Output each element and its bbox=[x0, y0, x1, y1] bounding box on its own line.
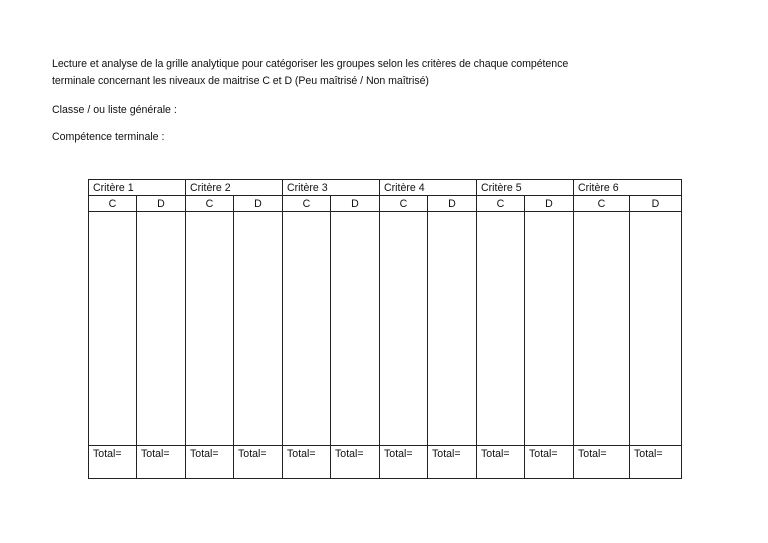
criterion-header-1: Critère 1 bbox=[89, 180, 186, 196]
entry-cell-c-4[interactable] bbox=[380, 212, 428, 446]
total-cell-c-5: Total= bbox=[477, 446, 525, 479]
criterion-header-3: Critère 3 bbox=[283, 180, 380, 196]
level-c-header-1: C bbox=[89, 196, 137, 212]
intro-line-2: terminale concernant les niveaux de maitrise C et D (Peu maîtrisé / Non maîtrisé) bbox=[52, 75, 429, 87]
entry-cell-d-2[interactable] bbox=[234, 212, 283, 446]
criteria-header-row bbox=[89, 180, 682, 196]
total-cell-c-4: Total= bbox=[380, 446, 428, 479]
entry-cell-c-2[interactable] bbox=[186, 212, 234, 446]
total-row bbox=[89, 446, 682, 479]
entry-cell-c-6[interactable] bbox=[574, 212, 630, 446]
total-cell-c-6: Total= bbox=[574, 446, 630, 479]
level-header-row bbox=[89, 196, 682, 212]
criterion-header-4: Critère 4 bbox=[380, 180, 477, 196]
level-d-header-4: D bbox=[428, 196, 477, 212]
intro-paragraph bbox=[52, 56, 672, 90]
criterion-header-5: Critère 5 bbox=[477, 180, 574, 196]
level-c-header-6: C bbox=[574, 196, 630, 212]
level-c-header-2: C bbox=[186, 196, 234, 212]
level-c-header-5: C bbox=[477, 196, 525, 212]
level-d-header-3: D bbox=[331, 196, 380, 212]
level-d-header-5: D bbox=[525, 196, 574, 212]
entry-cell-c-1[interactable] bbox=[89, 212, 137, 446]
entry-cell-d-3[interactable] bbox=[331, 212, 380, 446]
total-cell-d-6: Total= bbox=[630, 446, 682, 479]
entry-row bbox=[89, 212, 682, 446]
entry-cell-c-5[interactable] bbox=[477, 212, 525, 446]
analysis-grid-table bbox=[88, 179, 682, 479]
entry-cell-d-4[interactable] bbox=[428, 212, 477, 446]
level-d-header-6: D bbox=[630, 196, 682, 212]
level-c-header-3: C bbox=[283, 196, 331, 212]
entry-cell-d-6[interactable] bbox=[630, 212, 682, 446]
classe-label: Classe / ou liste générale : bbox=[52, 104, 177, 116]
intro-line-1: Lecture et analyse de la grille analytique pour catégoriser les groupes selon les critères de chaque compétence bbox=[52, 58, 569, 70]
criterion-header-6: Critère 6 bbox=[574, 180, 682, 196]
total-cell-c-2: Total= bbox=[186, 446, 234, 479]
level-d-header-2: D bbox=[234, 196, 283, 212]
entry-cell-d-5[interactable] bbox=[525, 212, 574, 446]
competence-label: Compétence terminale : bbox=[52, 131, 165, 143]
entry-cell-c-3[interactable] bbox=[283, 212, 331, 446]
total-cell-d-3: Total= bbox=[331, 446, 380, 479]
level-c-header-4: C bbox=[380, 196, 428, 212]
total-cell-c-1: Total= bbox=[89, 446, 137, 479]
total-cell-d-2: Total= bbox=[234, 446, 283, 479]
entry-cell-d-1[interactable] bbox=[137, 212, 186, 446]
total-cell-d-5: Total= bbox=[525, 446, 574, 479]
criterion-header-2: Critère 2 bbox=[186, 180, 283, 196]
total-cell-d-4: Total= bbox=[428, 446, 477, 479]
total-cell-d-1: Total= bbox=[137, 446, 186, 479]
level-d-header-1: D bbox=[137, 196, 186, 212]
total-cell-c-3: Total= bbox=[283, 446, 331, 479]
